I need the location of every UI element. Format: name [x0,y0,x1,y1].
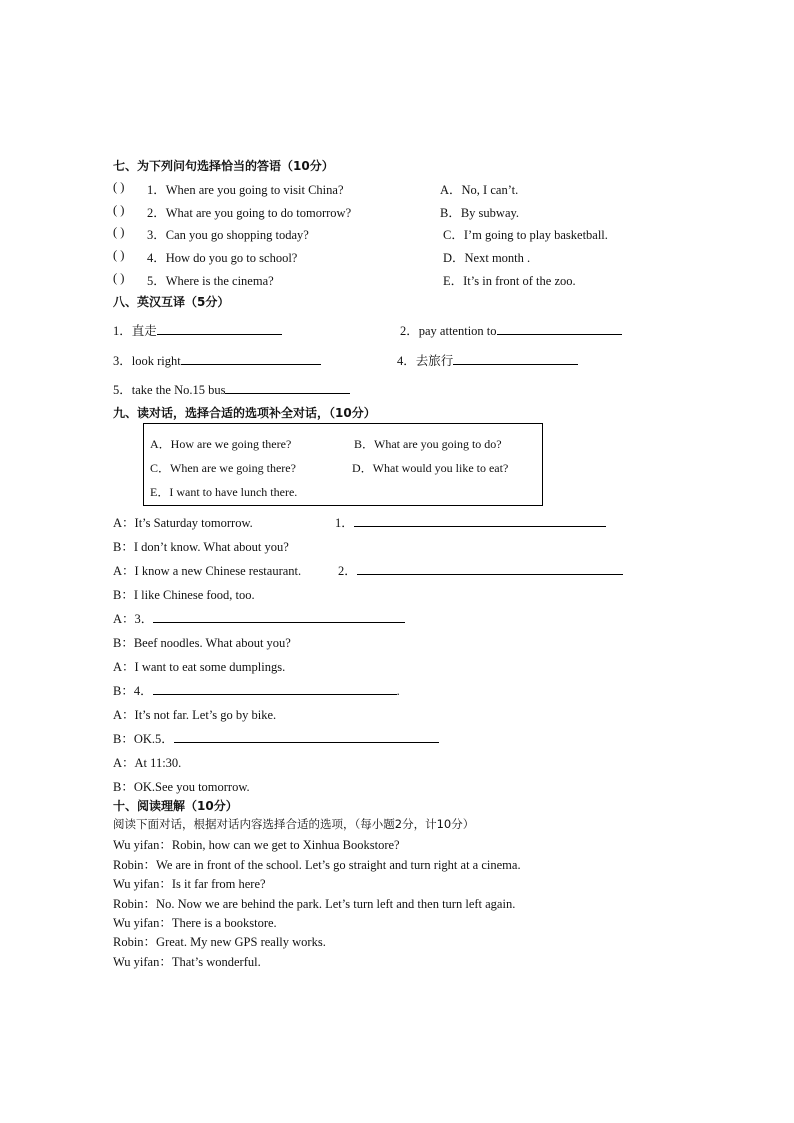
reading-line: Robin：No. Now we are behind the park. Let’s turn left and then turn left again. [113,897,516,911]
dialog-line: B：Beef noodles. What about you? [113,636,291,650]
reading-line: Wu yifan：That’s wonderful. [113,955,261,969]
answer-blank[interactable] [181,352,321,365]
translate-item-4 [397,351,578,369]
dialog-line: A：It’s not far. Let’s go by bike. [113,708,277,722]
dialog-blank-5 [113,729,439,747]
box-option-b: B．What are you going to do? [354,437,502,451]
dialog-line: B：I don’t know. What about you? [113,540,289,554]
question-2: 2．What are you going to do tomorrow? [147,206,352,220]
answer-blank[interactable] [153,682,397,695]
translate-item-2 [400,321,622,339]
answer-blank[interactable] [153,610,405,623]
sentence-period: . [396,684,400,698]
answer-paren: ( ) [113,203,125,217]
box-option-a: A．How are we going there? [150,437,292,451]
answer-paren: ( ) [113,225,125,239]
section-9-header: 九、读对话，选择合适的选项补全对话，（10分） [113,406,376,420]
answer-paren: ( ) [113,248,125,262]
dialog-line: B：OK.5． [113,732,174,746]
dialog-blank-2 [338,561,623,579]
section-8-header: 八、英汉互译（5分） [113,295,230,309]
option-c: C．I’m going to play basketball. [443,228,608,242]
dialog-blank-4 [113,681,400,699]
box-option-d: D．What would you like to eat? [352,461,509,475]
answer-blank[interactable] [497,322,622,335]
reading-line: Wu yifan：There is a bookstore. [113,916,277,930]
reading-line: Robin：Great. My new GPS really works. [113,935,326,949]
dialog-blank-1 [335,513,606,531]
blank-number: 2． [338,564,357,578]
translate-item-label: 4．去旅行 [397,354,454,368]
answer-blank[interactable] [357,562,623,575]
blank-number: 1． [335,516,354,530]
dialog-line: A：3． [113,612,154,626]
dialog-line: B：I like Chinese food, too. [113,588,255,602]
reading-line: Wu yifan：Is it far from here? [113,877,266,891]
translate-item-label: 1．直走 [113,324,157,338]
reading-line: Wu yifan：Robin, how can we get to Xinhua Bookstore? [113,838,400,852]
question-4: 4．How do you go to school? [147,251,298,265]
option-b: B．By subway. [440,206,520,220]
box-option-e: E．I want to have lunch there. [150,485,298,499]
dialog-line: A：At 11:30. [113,756,182,770]
answer-blank[interactable] [453,352,578,365]
answer-blank[interactable] [157,322,282,335]
translate-item-5 [113,380,350,398]
option-d: D．Next month . [443,251,531,265]
box-option-c: C．When are we going there? [150,461,296,475]
question-3: 3．Can you go shopping today? [147,228,309,242]
answer-paren: ( ) [113,271,125,285]
answer-paren: ( ) [113,180,125,194]
answer-blank[interactable] [174,730,439,743]
reading-line: Robin：We are in front of the school. Let’s go straight and turn right at a cinema. [113,858,521,872]
dialog-line: B：OK.See you tomorrow. [113,780,250,794]
option-a: A．No, I can’t. [440,183,519,197]
dialog-line: A：I want to eat some dumplings. [113,660,286,674]
dialog-line: A：It’s Saturday tomorrow. [113,516,253,530]
translate-item-label: 5．take the No.15 bus [113,383,226,397]
dialog-line: B：4． [113,684,153,698]
section-7-header: 七、为下列问句选择恰当的答语（10分） [113,159,334,173]
section-10-header: 十、阅读理解（10分） [113,799,238,813]
translate-item-3 [113,351,321,369]
translate-item-label: 3．look right [113,354,181,368]
reading-instruction: 阅读下面对话，根据对话内容选择合适的选项，（每小题2分，计10分） [113,817,475,831]
question-1: 1．When are you going to visit China? [147,183,344,197]
answer-blank[interactable] [354,514,606,527]
option-e: E．It’s in front of the zoo. [443,274,576,288]
translate-item-1 [113,321,282,339]
dialog-line: A：I know a new Chinese restaurant. [113,564,302,578]
translate-item-label: 2．pay attention to [400,324,497,338]
dialog-blank-3 [113,609,405,627]
answer-blank[interactable] [225,381,350,394]
question-5: 5．Where is the cinema? [147,274,274,288]
